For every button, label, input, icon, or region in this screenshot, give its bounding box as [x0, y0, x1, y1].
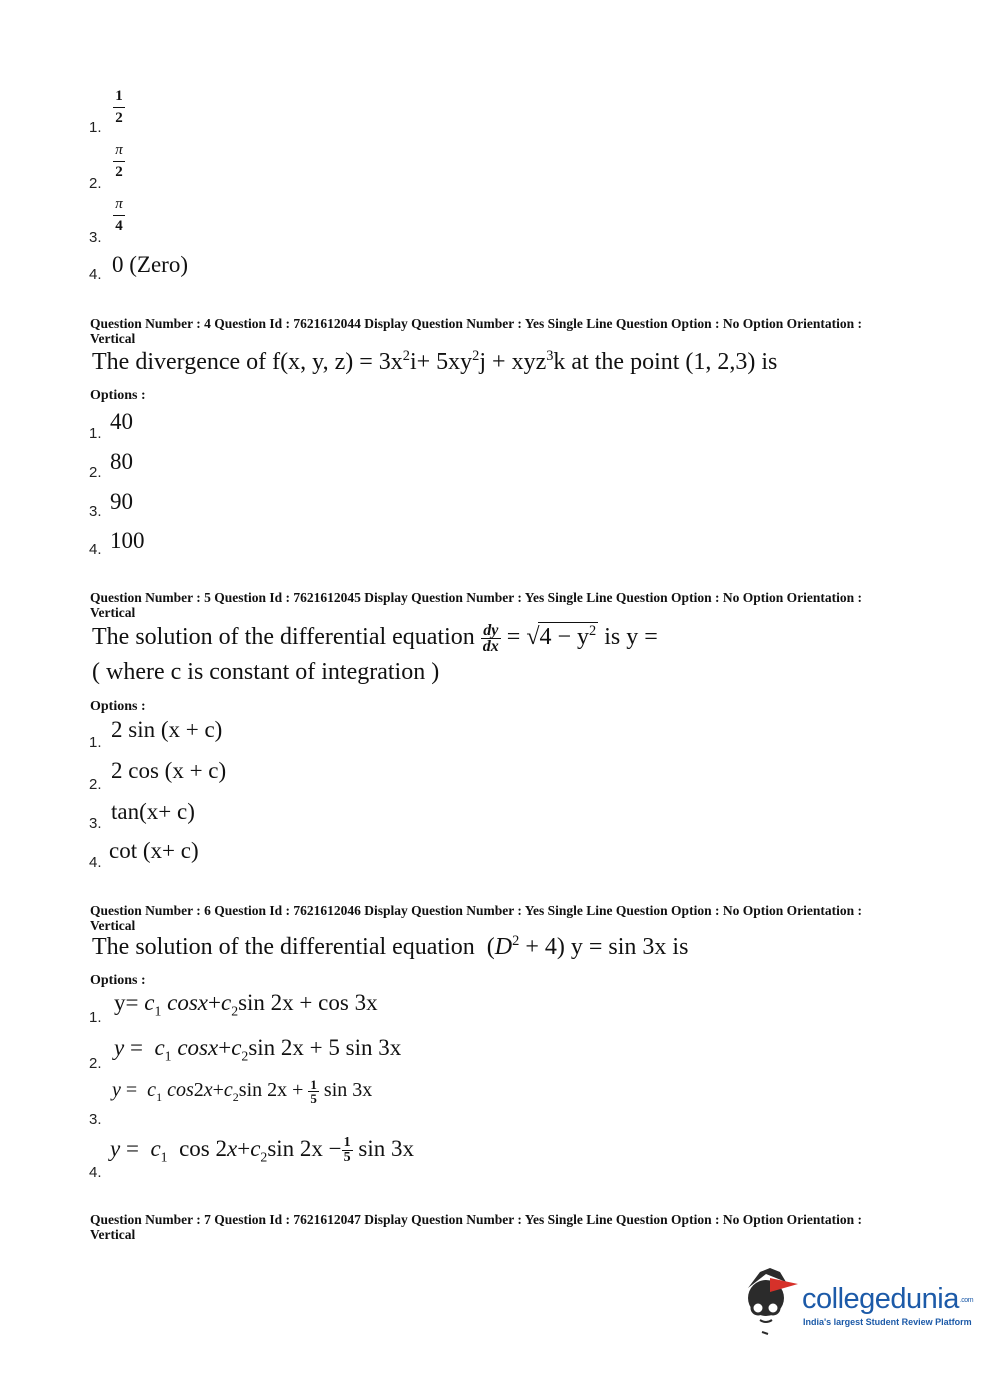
q7-meta: Question Number : 7 Question Id : 7621612047 Display Question Number : Yes Single Line Question Option : No Option Orientation : Vertical [90, 1212, 862, 1242]
logo-suffix: .com [959, 1296, 974, 1304]
q6-options-label: Options : [90, 973, 146, 988]
q6-option-4-text: $y = c_1$ $\cos 2x+c_2\sin$ 2x − $\frac{1}{5}$ sin 3x [110, 1135, 414, 1166]
q3-option-1-fraction [111, 88, 127, 127]
q5-question-text: The solution of the differential equation $\frac{dy}{dx}$ = $√4 - y^2$ is y = [92, 621, 658, 655]
q6-option-text-part: sin 2x + [238, 1079, 304, 1102]
q6-option-text-part: sin 2x + 5 sin 3x [248, 1035, 402, 1060]
frac-denominator: 4 [115, 218, 123, 234]
frac-numerator: 1 [115, 88, 123, 104]
logo-name: collegedunia [802, 1283, 959, 1315]
q6-option-4-number: 4. [89, 1164, 102, 1181]
sqrt-expression: $4 - y^2$ [539, 623, 597, 650]
q5-option-1-text: 2 sin (x + c) [111, 717, 223, 742]
q3-option-3-fraction [111, 196, 127, 235]
frac-denominator: 5 [343, 1150, 351, 1166]
q4-text-part: i+ 5xy [409, 349, 473, 375]
q6-option-text-part: sin 2x [267, 1136, 323, 1161]
q3-option-2-number: 2. [89, 175, 102, 192]
q4-option-2-number: 2. [89, 464, 102, 481]
q6-option-1-number: 1. [89, 1009, 102, 1026]
q5-option-4-number: 4. [89, 854, 102, 871]
one-fifth-fraction [342, 1136, 353, 1165]
q6-option-3-text: $y = c_1$ $\cos 2x+c_2\sin$ 2x + $\frac{1}{5}$ sin 3x [112, 1077, 373, 1106]
q5-option-2-text: 2 cos (x + c) [111, 758, 227, 783]
frac-denominator: 2 [115, 110, 123, 126]
q6-option-2-number: 2. [89, 1055, 102, 1072]
logo-wordmark [802, 1283, 973, 1316]
q4-options-label: Options : [90, 388, 146, 403]
q6-text-part: The solution of the differential equation [92, 934, 475, 960]
q4-option-4-number: 4. [89, 541, 102, 558]
q4-option-3-text: 90 [110, 489, 133, 514]
q4-text-part: j + xyz [479, 349, 547, 375]
q4-option-4-text: 100 [110, 528, 145, 553]
logo-tagline: India's largest Student Review Platform [803, 1317, 972, 1327]
q5-option-2-number: 2. [89, 776, 102, 793]
q5-option-3-number: 3. [89, 815, 102, 832]
q5-question-line2: ( where c is constant of integration ) [92, 659, 440, 685]
q6-text-part: + 4) y = sin 3x is [525, 934, 689, 960]
q4-question-text: The divergence of f(x, y, $z) = 3x^2i+ 5xy^2j + xyz^3k$ at the point (1, 2,3) is [92, 348, 778, 375]
q5-text-part: is y = [604, 624, 658, 650]
q5-text-part: The solution of the differential equation [92, 624, 475, 650]
q5-option-1-number: 1. [89, 734, 102, 751]
q4-option-2-text: 80 [110, 449, 133, 474]
frac-numerator: 1 [310, 1077, 317, 1092]
frac-numerator: π [115, 142, 123, 158]
dy-dx-fraction [481, 623, 501, 654]
frac-denominator: dx [482, 637, 499, 655]
q4-option-3-number: 3. [89, 503, 102, 520]
frac-denominator: 2 [115, 164, 123, 180]
q6-question-text: The solution of the differential equation $(D^2 + 4) y = \sin 3x$ is [92, 933, 689, 960]
q4-meta: Question Number : 4 Question Id : 7621612044 Display Question Number : Yes Single Line Question Option : No Option Orientation : Vertical [90, 316, 862, 346]
q4-option-1-number: 1. [89, 425, 102, 442]
q5-option-3-text: tan(x+ c) [111, 799, 195, 824]
one-fifth-fraction [308, 1078, 319, 1105]
q3-option-1-number: 1. [89, 119, 102, 136]
q4-option-1-text: 40 [110, 409, 133, 434]
q6-option-1-text: $y= c_1$ $\cos x+c_2\sin$ 2x + cos 3x [114, 990, 378, 1019]
q5-options-label: Options : [90, 699, 146, 714]
q6-option-2-text: $y = c_1$ $\cos x+c_2\sin$ 2x + 5 sin 3x [114, 1035, 402, 1064]
q4-text-part: k at the point (1, 2,3) is [553, 349, 778, 375]
frac-numerator: dy [481, 623, 501, 639]
q6-option-text-part: sin 3x [323, 1079, 373, 1102]
q5-meta: Question Number : 5 Question Id : 7621612045 Display Question Number : Yes Single Line Question Option : No Option Orientation : Vertical [90, 590, 862, 620]
q3-option-4-text: 0 (Zero) [112, 252, 188, 277]
q5-option-4-text: cot (x+ c) [109, 838, 199, 863]
q3-option-3-number: 3. [89, 229, 102, 246]
q3-option-2-fraction [111, 142, 127, 181]
frac-numerator: π [115, 196, 123, 212]
mascot-icon [740, 1268, 800, 1340]
frac-denominator: 5 [310, 1091, 317, 1106]
q5-text-part: 4 − y [539, 624, 590, 650]
q6-option-text-part: sin 2x + cos 3x [238, 990, 378, 1015]
q6-meta: Question Number : 6 Question Id : 7621612046 Display Question Number : Yes Single Line Question Option : No Option Orientation : Vertical [90, 903, 862, 933]
q6-option-3-number: 3. [89, 1111, 102, 1128]
q3-option-4-number: 4. [89, 266, 102, 283]
frac-numerator: 1 [343, 1135, 351, 1151]
q6-option-text-part: sin 3x [358, 1136, 414, 1161]
q4-text-part: The divergence of f(x, y, z) = 3x [92, 349, 403, 375]
